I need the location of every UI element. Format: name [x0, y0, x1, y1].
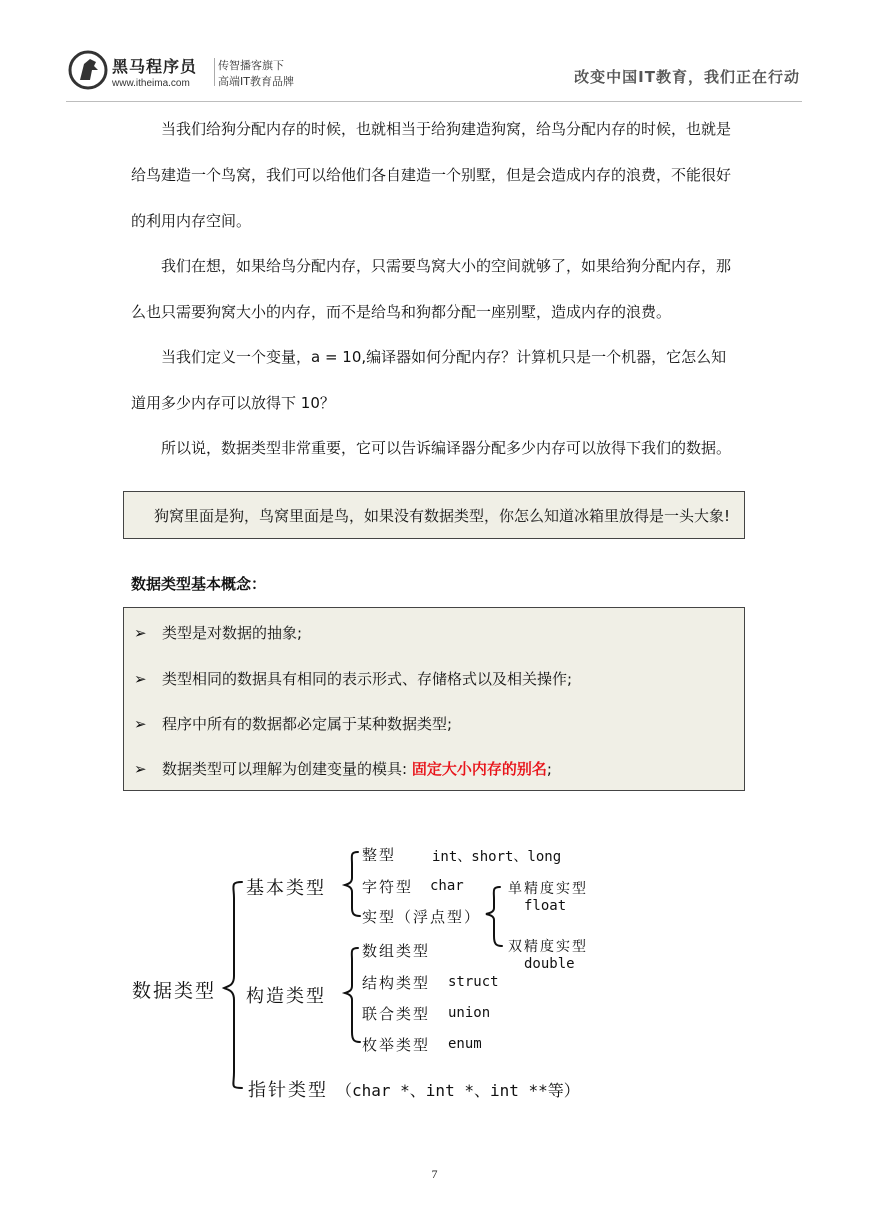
concepts-box: [123, 607, 745, 791]
diagram-double-keyword: double: [524, 956, 575, 972]
concept-text: 类型相同的数据具有相同的表示形式、存储格式以及相关操作;: [162, 670, 573, 688]
diagram-integer-label: 整型: [362, 846, 397, 864]
arrow-bullet-icon: ➢: [134, 624, 147, 642]
logo-divider: [214, 58, 215, 86]
concept-text: 类型是对数据的抽象;: [162, 624, 303, 642]
paragraph-3: [131, 334, 751, 426]
diagram-single-keyword: float: [524, 898, 567, 914]
diagram-enum-keyword: enum: [448, 1036, 482, 1052]
header-slogan: 改变中国IT教育，我们正在行动: [574, 68, 800, 86]
diagram-basic-label: 基本类型: [246, 878, 326, 899]
brand-name: 黑马程序员: [112, 57, 198, 76]
arrow-bullet-icon: ➢: [134, 760, 147, 778]
paragraph-4: [131, 425, 751, 471]
basic-brace: [345, 852, 360, 916]
brand-logo: [66, 48, 316, 94]
diagram-union-keyword: union: [448, 1005, 491, 1021]
paragraph-1: [131, 106, 751, 244]
diagram-array-label: 数组类型: [362, 942, 431, 960]
page-header: [66, 46, 802, 102]
analogy-note-text: 狗窝里面是狗，鸟窝里面是鸟，如果没有数据类型，你怎么知道冰箱里放得是一头大象!: [154, 507, 731, 525]
real-brace: [486, 887, 502, 946]
concept-highlight: 固定大小内存的别名: [411, 760, 547, 778]
analogy-note-box: [123, 491, 745, 539]
data-type-diagram: [130, 838, 610, 1108]
brand-url: www.itheima.com: [112, 78, 190, 89]
concept-item: [134, 713, 452, 734]
diagram-union-label: 联合类型: [362, 1005, 431, 1023]
paragraph-line: 我们在想，如果给鸟分配内存，只需要鸟窝大小的空间就够了，如果给狗分配内存，那: [161, 257, 732, 275]
diagram-constructed-label: 构造类型: [246, 986, 326, 1007]
concept-text: 数据类型可以理解为创建变量的模具:: [162, 760, 412, 778]
diagram-pointer-keywords: （char *、int *、int **等）: [336, 1081, 580, 1100]
paragraph-line: 么也只需要狗窝大小的内存，而不是给鸟和狗都分配一座别墅，造成内存的浪费。: [131, 303, 672, 321]
diagram-real-label: 实型（浮点型）: [362, 908, 482, 926]
arrow-bullet-icon: ➢: [134, 670, 147, 688]
concept-item: [134, 758, 552, 779]
horse-logo-icon: [68, 50, 108, 90]
diagram-struct-keyword: struct: [448, 974, 499, 990]
diagram-integer-keywords: int、short、long: [432, 849, 562, 865]
paragraph-line: 道用多少内存可以放得下 10？: [131, 394, 335, 412]
diagram-root-label: 数据类型: [132, 980, 217, 1002]
concept-item: [134, 668, 572, 689]
diagram-pointer-label: 指针类型: [248, 1080, 328, 1101]
diagram-enum-label: 枚举类型: [362, 1036, 431, 1054]
diagram-char-keyword: char: [430, 878, 464, 894]
brand-tagline-1: 传智播客旗下: [218, 59, 284, 72]
diagram-struct-label: 结构类型: [362, 974, 431, 992]
paragraph-line: 给鸟建造一个鸟窝，我们可以给他们各自建造一个别墅，但是会造成内存的浪费，不能很好: [131, 166, 732, 184]
arrow-bullet-icon: ➢: [134, 715, 147, 733]
brand-tagline-2: 高端IT教育品牌: [218, 75, 294, 88]
constructed-brace: [345, 948, 360, 1042]
diagram-char-label: 字符型: [362, 878, 414, 896]
diagram-double-label: 双精度实型: [508, 939, 588, 955]
root-brace: [224, 882, 242, 1088]
diagram-single-label: 单精度实型: [508, 881, 588, 897]
page-number: 7: [431, 1167, 438, 1181]
concept-item: [134, 622, 302, 643]
paragraph-line: 所以说，数据类型非常重要，它可以告诉编译器分配多少内存可以放得下我们的数据。: [161, 439, 732, 457]
paragraph-line: 当我们给狗分配内存的时候，也就相当于给狗建造狗窝，给鸟分配内存的时候，也就是: [161, 120, 732, 138]
paragraph-line: 当我们定义一个变量，a = 10,编译器如何分配内存？计算机只是一个机器，它怎么知: [161, 348, 727, 366]
paragraph-2: [131, 243, 751, 335]
concept-suffix: ;: [546, 760, 552, 778]
concept-text: 程序中所有的数据都必定属于某种数据类型;: [162, 715, 453, 733]
paragraph-line: 的利用内存空间。: [131, 212, 252, 230]
section-title: 数据类型基本概念：: [131, 575, 267, 593]
